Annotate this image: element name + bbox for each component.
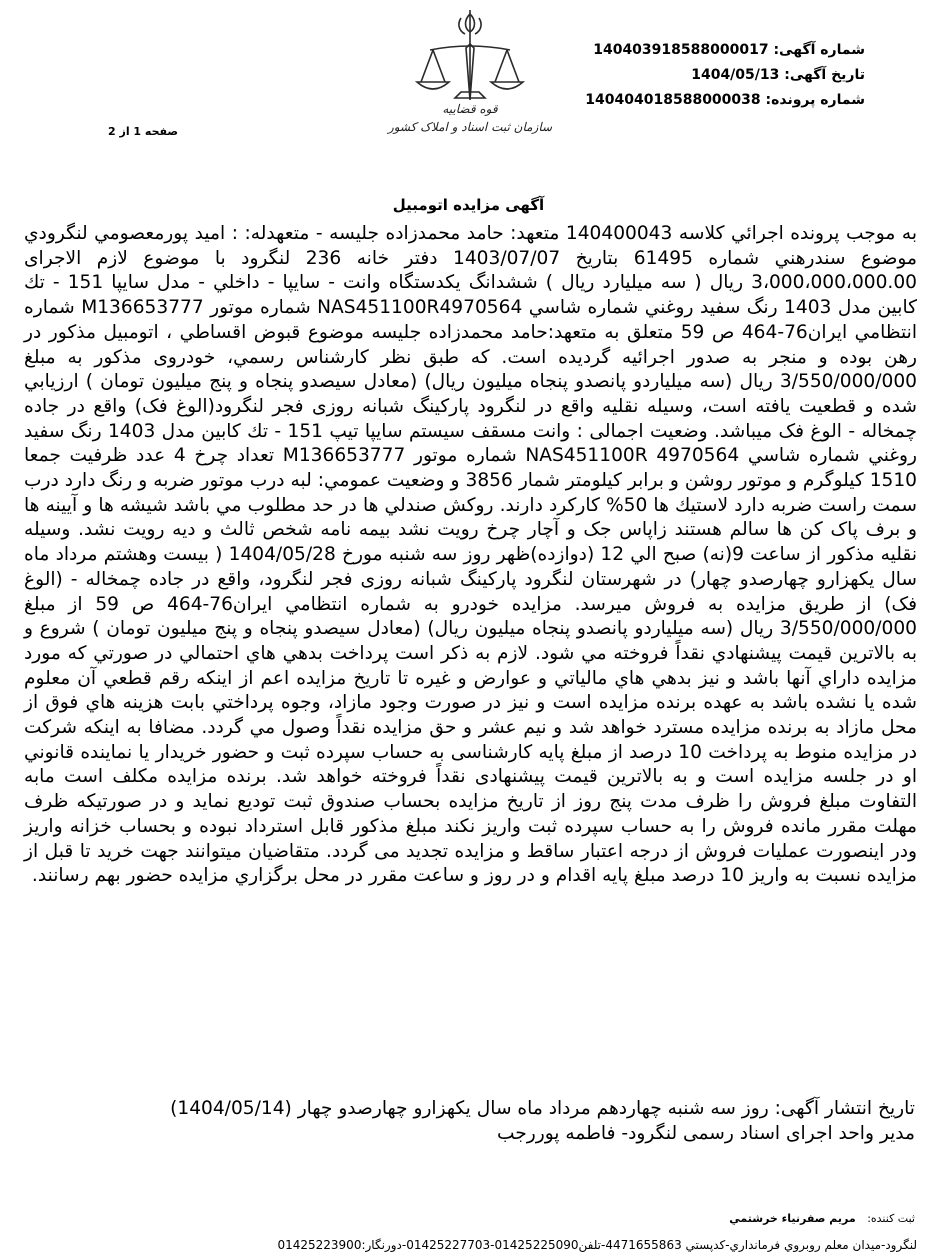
page-title: آگهی مزایده اتومبیل (392, 196, 545, 214)
page-indicator: صفحه 1 از 2 (108, 125, 179, 138)
emblem-caption-organization: سازمان ثبت اسناد و املاک کشور (387, 120, 553, 134)
registrar-name: مریم صفرنیاء خرشتمي (729, 1212, 856, 1225)
judiciary-emblem-icon (375, 8, 565, 160)
ad-metadata (585, 38, 865, 113)
emblem-caption-judiciary: قوه قضاییه (442, 102, 498, 116)
notice-footer (25, 1096, 915, 1146)
publish-date-line: تاريخ انتشار آگهی: روز سه شنبه چهاردهم مرداد ماه سال یکهزارو چهارصدو چهار (1404/05/14) (170, 1098, 915, 1119)
ad-date-label: تاریخ آگهی: (784, 67, 865, 83)
file-number-row (585, 88, 865, 113)
file-number: 14040401858800003​8 (585, 92, 761, 108)
ad-date-row (585, 63, 865, 88)
office-address: لنگرود-ميدان معلم روبروي فرمانداري-كدپستي 4471655863-تلفن01425225090-01425227703-دورنگار:01425223900 (277, 1238, 917, 1252)
registrar-line (729, 1212, 915, 1225)
ad-number-label: شماره آگهی: (773, 42, 865, 58)
manager-signature-line: مدير واحد اجرای اسناد رسمی لنگرود- فاطمه پوررجب (496, 1123, 915, 1144)
file-number-label: شماره پرونده: (765, 92, 865, 108)
auction-notice-body: به موجب پرونده اجرائي كلاسه 140400043 متعهد: حامد محمدزاده جلیسه - متعهدله: : امید پورمعصومي لنگرودي موضوع سندرهني شماره 61495 بتاريخ 1403/07/07 دفتر خانه 236 لنگرود با موضوع لازم الاجرای 3،000،000،000.00 ريال ( سه میلیارد ريال ) ششدانگ یکدستگاه وانت - سایپا - داخلي - مدل سايپا 151 - تك كابين مدل 1403 رنگ سفید روغني شماره شاسي NAS451100R4970564 شماره موتور M136653777 شماره انتظامي ايران76-464 ص 59 متعلق به متعهد:حامد محمدزاده جلیسه موضوع قبوض اقساطي ، اتومبيل مذكور در رهن بوده و منجر به صدور اجرائيه گرديده است. كه طبق نظر كارشناس رسمي، خودروی مذكور به مبلغ 3/550/000/000 ريال (سه میلیاردو پانصدو پنجاه میلیون ریال) (معادل سیصدو پنجاه و پنج میلیون تومان ) ارزيابي شده و قطعيت يافته است، وسيله نقليه واقع در لنگرود پارکینگ شبانه روزی فجر لنگرود(الوغ فک) واقع در جاده چمخاله - الوغ فک میباشد. وضعیت اجمالی : وانت مسقف سیستم سایپا تیپ 151 - تك كابين مدل 1403 رنگ سفید روغني شماره شاسي NAS451100R 4970564 شماره موتور M136653777 تعداد چرخ 4 عدد ظرفيت جمعا 1510 كيلوگرم و موتور روشن و برابر كيلومتر شمار 3856 و وضعيت عمومي: لبه درب موتور ضربه و رنگ دارد درب سمت راست ضربه دارد لاستيك ها 50% كاركرد دارند. روكش صندلي ها در حد مطلوب مي باشد شيشه ها و آيينه ها و برف پاک كن ها سالم هستند زاپاس جک و آچار چرخ رويت نشد بيمه نامه شخص ثالث و ديه رويت نشد. وسيله نقليه مذكور از ساعت 9(نه) صبح الي 12 (دوازده)ظهر روز سه شنبه مورخ 1404/05/28 ( بيست وهشتم مرداد ماه سال یکهزارو چهارصدو چهار) در شهرستان لنگرود پارکینگ شبانه روزی فجر لنگرود، واقع در جاده چمخاله - (الوغ فک) از طريق مزايده به فروش ميرسد. مزايده خودرو به شماره انتظامي ايران76-464 ص 59 از مبلغ 3/550/000/000 ريال (سه میلیاردو پانصدو پنجاه میلیون ریال) (معادل سیصدو پنجاه و پنج میلیون تومان ) شروع و به بالاترين قيمت پيشنهادي نقداً فروخته مي شود. لازم به ذكر است پرداخت بدهي هاي احتمالي در صورتي كه مورد مزايده داراي آنها باشد و نيز بدهي هاي مالياتي و عوارض و غيره تا تاريخ مزايده اعم از اينكه رقم قطعي آن معلوم شده يا نشده باشد به عهده برنده مزايده است و نيز در صورت وجود مازاد، وجوه پرداختي بابت هزينه هاي فوق از محل مازاد به برنده مزايده مسترد خواهد شد و نيم عشر و حق مزايده نقداً وصول مي گردد. مضافا به اینکه شرکت در مزایده منوط به پرداخت 10 درصد از مبلغ پایه کارشناسی به حساب سپرده ثبت و حضور خريدار يا نماينده قانوني او در جلسه مزایده است و به بالاترین قیمت پیشنهادی نقداً فروخته خواهد شد. برنده مزايده مكلف است مابه التفاوت مبلغ فروش را ظرف مدت پنج روز از تاريخ مزايده بحساب صندوق ثبت توديع نمايد و در صورتيكه ظرف مهلت مقرر مانده فروش را به حساب سپرده ثبت واريز نكند مبلغ مذكور قابل استرداد نبوده و بحساب خزانه واريز ودر اينصورت عمليات فروش از درجه اعتبار ساقط و مزايده تجديد می گردد. متقاضیان میتوانند جهت خرید تا قبل از مزایده نسبت به واریز 10 درصد مبلغ پایه اقدام و در روز و ساعت مقرر در محل برگزاري مزايده حضور بهم رسانند. (24, 223, 918, 887)
emblem-caption (375, 100, 565, 136)
ad-date: 1404/05/13 (691, 67, 780, 83)
ad-number: 14040391858800001​7 (593, 42, 769, 58)
ad-number-row (585, 38, 865, 63)
registrar-label: ثبت کننده: (867, 1212, 915, 1225)
